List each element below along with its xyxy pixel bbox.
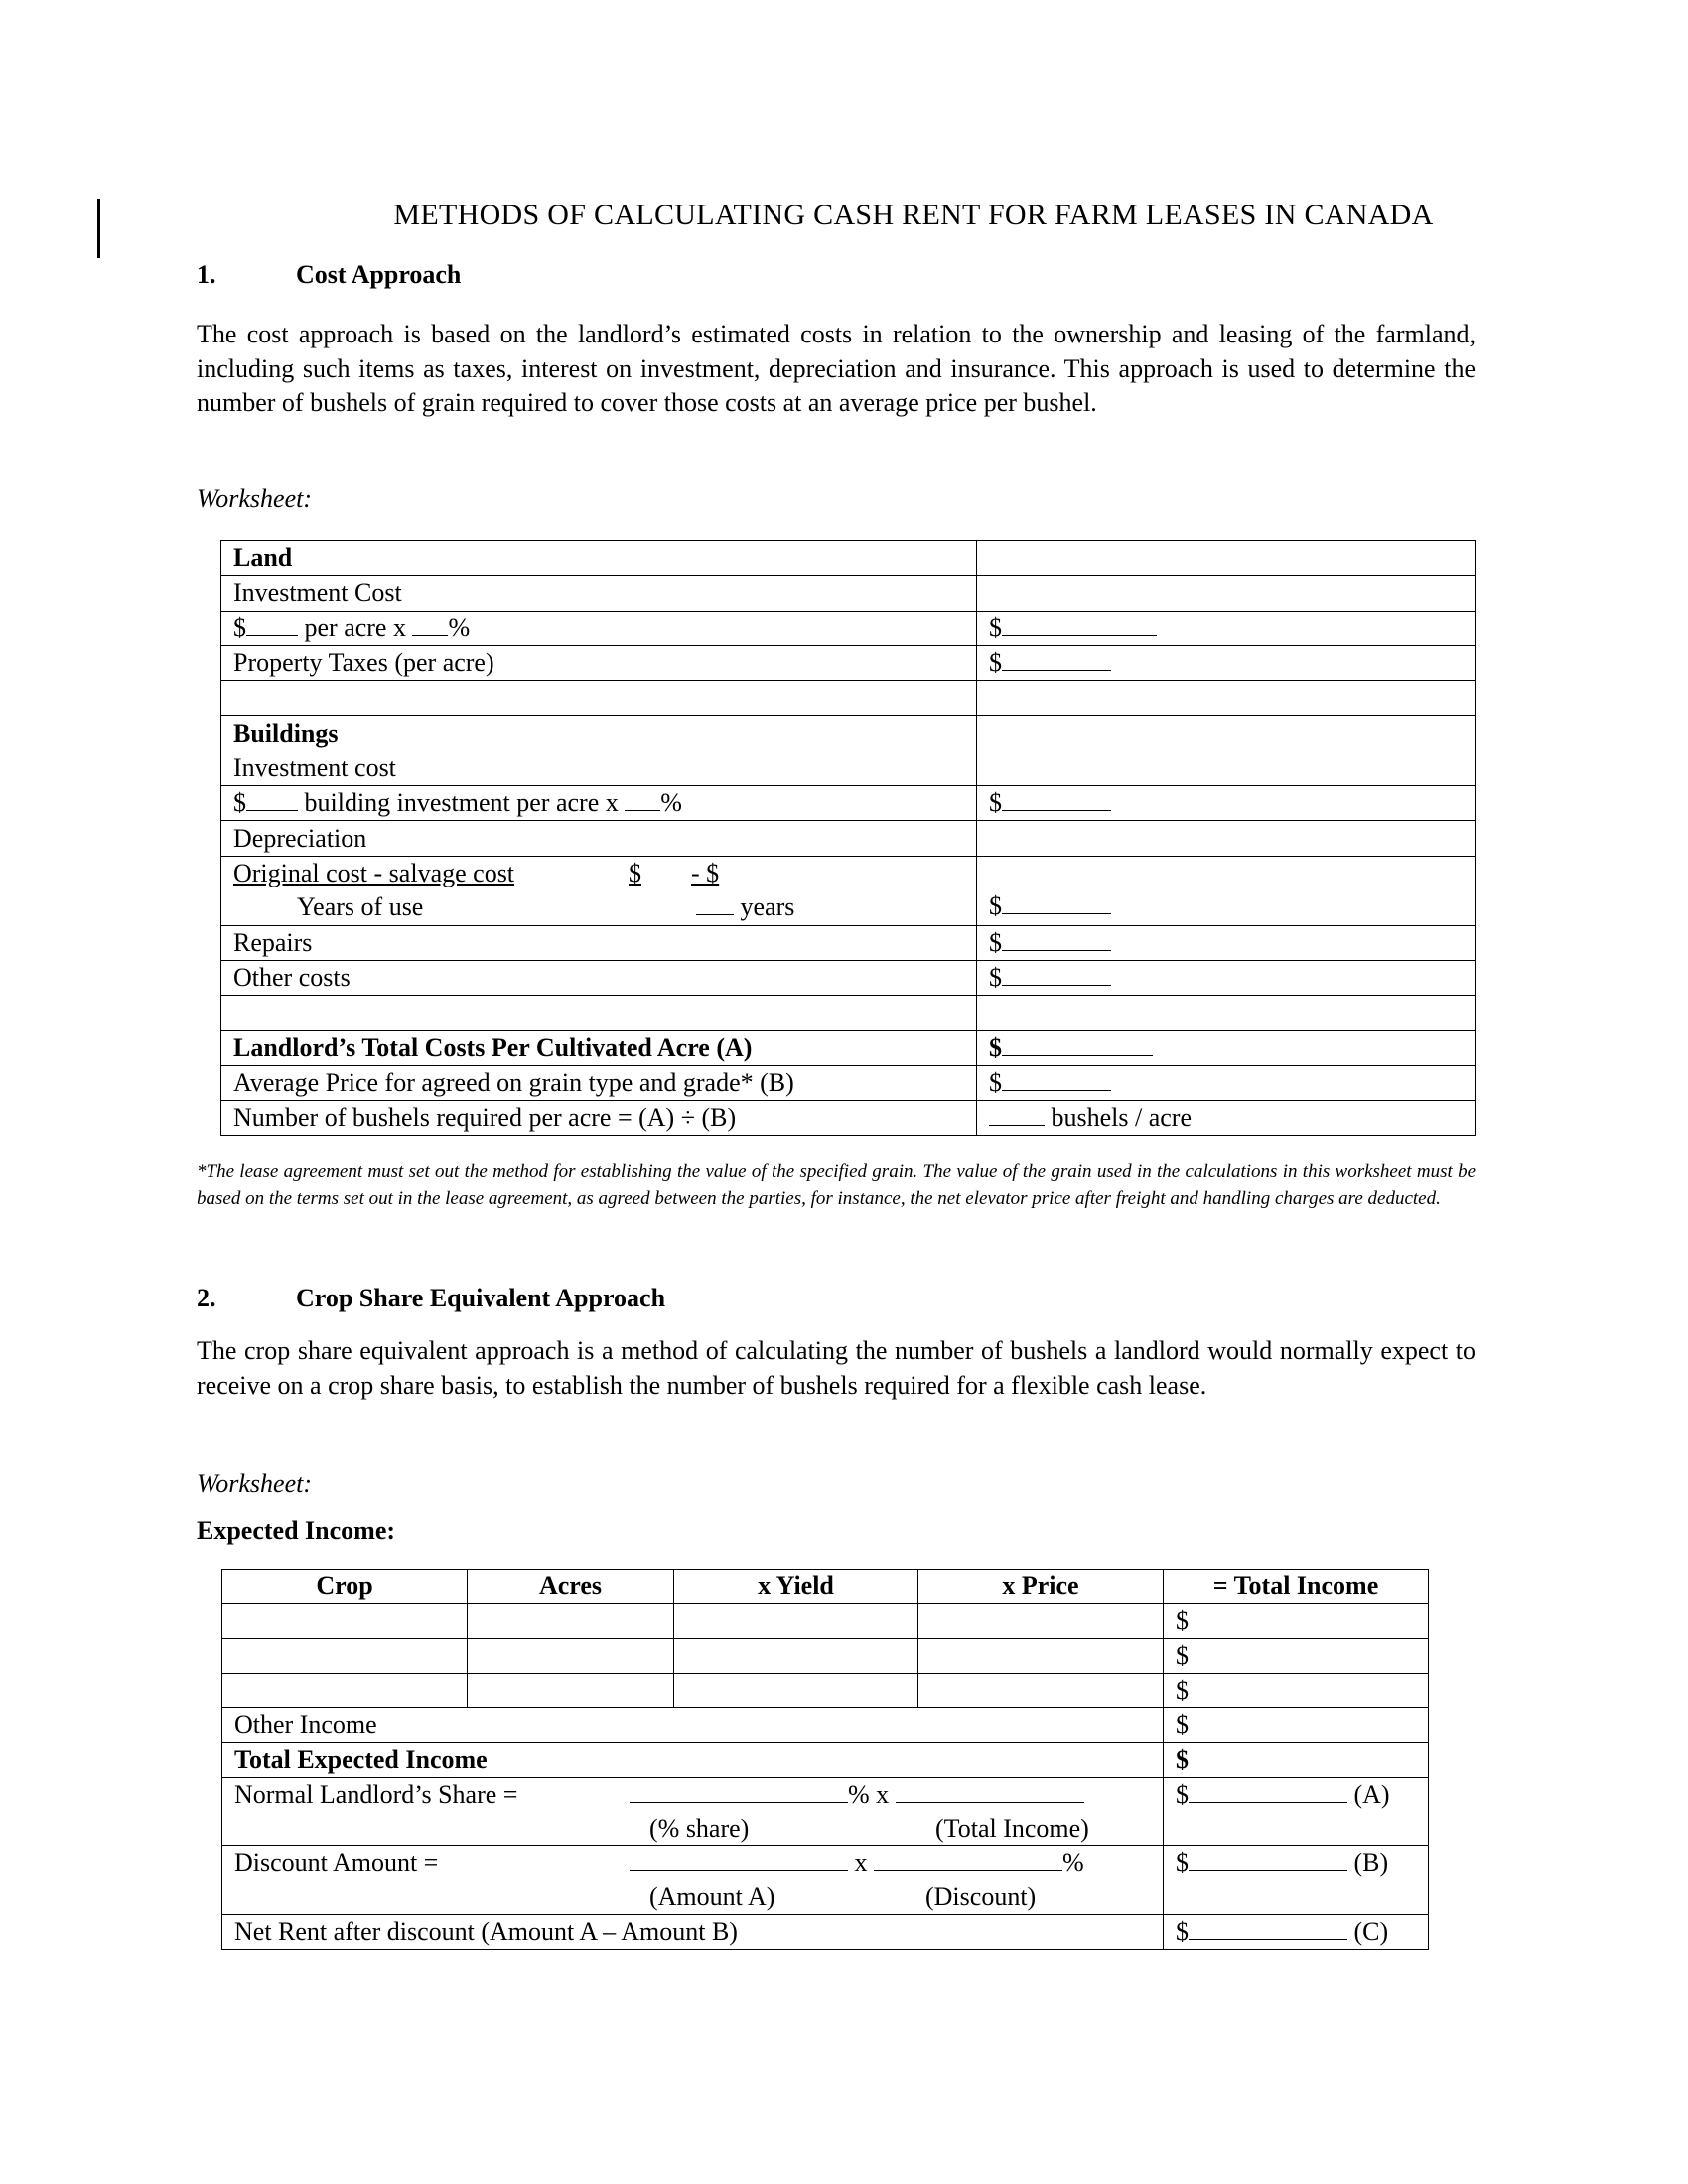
- expected-income-label: Expected Income:: [197, 1516, 396, 1545]
- building-investment-per-acre-blank[interactable]: [246, 788, 298, 811]
- table-row: [221, 681, 1476, 716]
- table-row: [222, 1743, 1429, 1778]
- land-interest-rate-blank[interactable]: [412, 614, 448, 636]
- repairs-blank[interactable]: [1002, 928, 1111, 951]
- property-taxes-blank[interactable]: [1002, 648, 1111, 671]
- worksheet-label-1: Worksheet:: [197, 484, 313, 513]
- price-cell[interactable]: [918, 1604, 1164, 1639]
- dollar-sign: $: [1176, 1606, 1189, 1635]
- table-row: [221, 960, 1476, 995]
- dollar-sign: $: [989, 890, 1002, 920]
- discount-percent-blank[interactable]: [874, 1848, 1062, 1871]
- table-row: [221, 576, 1476, 611]
- years-label: years: [740, 892, 795, 922]
- discount-amount-formula: [222, 1846, 1164, 1915]
- yield-cell[interactable]: [674, 1604, 918, 1639]
- dollar-sign: $: [1176, 1676, 1189, 1705]
- property-taxes-label: Property Taxes (per acre): [221, 645, 977, 680]
- table-row: [222, 1604, 1429, 1639]
- dollar-sign: $: [629, 859, 641, 888]
- land-heading: Land: [221, 541, 977, 576]
- investment-cost-label: Investment Cost: [221, 576, 977, 611]
- table-header-row: [222, 1570, 1429, 1604]
- yield-cell[interactable]: [674, 1674, 918, 1708]
- depreciation-value-cell[interactable]: [977, 821, 1476, 856]
- table-row: [222, 1639, 1429, 1674]
- empty-cell: [221, 681, 977, 716]
- percent-sign: %: [660, 788, 682, 818]
- net-rent-label: Net Rent after discount (Amount A – Amount B): [222, 1915, 1164, 1950]
- column-header-crop: Crop: [222, 1570, 468, 1604]
- total-costs-blank[interactable]: [1002, 1033, 1153, 1056]
- depreciation-amount-cell: [977, 856, 1476, 925]
- dollar-sign: $: [989, 788, 1002, 818]
- land-value-cell[interactable]: [977, 541, 1476, 576]
- dollar-sign: $: [1176, 1917, 1189, 1946]
- total-income-cell[interactable]: [1164, 1674, 1429, 1708]
- bushels-required-label: Number of bushels required per acre = (A) ÷ (B): [221, 1101, 977, 1136]
- bushels-per-acre-unit: bushels / acre: [1051, 1103, 1193, 1133]
- repairs-label: Repairs: [221, 925, 977, 960]
- column-header-total-income: = Total Income: [1164, 1570, 1429, 1604]
- other-income-value-cell[interactable]: [1164, 1708, 1429, 1743]
- table-row: [221, 1030, 1476, 1065]
- original-minus-salvage-label: Original cost - salvage cost: [233, 859, 515, 888]
- discount-caption: (Discount): [925, 1882, 1037, 1911]
- percent-sign: %: [1062, 1848, 1084, 1877]
- table-row: [221, 786, 1476, 821]
- other-costs-label: Other costs: [221, 960, 977, 995]
- dollar-sign: $: [989, 648, 1002, 678]
- original-salvage-inputs: [629, 857, 753, 890]
- land-investment-amount-blank[interactable]: [1002, 614, 1157, 636]
- discount-value-cell: [1164, 1846, 1429, 1915]
- table-row: [221, 821, 1476, 856]
- price-cell[interactable]: [918, 1674, 1164, 1708]
- crop-cell[interactable]: [222, 1639, 468, 1674]
- dollar-sign: $: [1176, 1641, 1189, 1670]
- share-total-income-blank[interactable]: [896, 1780, 1084, 1803]
- amount-a-caption: (Amount A): [649, 1882, 775, 1911]
- column-header-yield: x Yield: [674, 1570, 918, 1604]
- depreciation-amount-blank[interactable]: [1002, 891, 1111, 914]
- table-row: [222, 1674, 1429, 1708]
- section-2-paragraph: The crop share equivalent approach is a method of calculating the number of bushels a landlord would normally expect to receive on a crop share basis, to establish the number of bushels required for a flexible cash lease.: [197, 1336, 1476, 1400]
- total-costs-value-cell: [977, 1030, 1476, 1065]
- pct-share-caption: (% share): [649, 1814, 750, 1843]
- table-row: [221, 716, 1476, 751]
- average-price-blank[interactable]: [1002, 1068, 1111, 1091]
- document-title: METHODS OF CALCULATING CASH RENT FOR FARM LEASES IN CANADA: [393, 199, 1434, 231]
- table-row: [221, 925, 1476, 960]
- dollar-sign: $: [233, 613, 246, 642]
- per-acre-x-label: per acre x: [304, 613, 406, 642]
- total-expected-income-value-cell[interactable]: [1164, 1743, 1429, 1778]
- other-income-label: Other Income: [222, 1708, 1164, 1743]
- crop-cell[interactable]: [222, 1604, 468, 1639]
- dollar-sign: $: [1176, 1710, 1189, 1739]
- total-costs-label: Landlord’s Total Costs Per Cultivated Acre (A): [221, 1030, 977, 1065]
- building-investment-amount-blank[interactable]: [1002, 788, 1111, 811]
- empty-cell: [977, 681, 1476, 716]
- discount-amount-a-blank[interactable]: [630, 1848, 848, 1871]
- table-row: [221, 996, 1476, 1030]
- acres-cell[interactable]: [468, 1604, 674, 1639]
- net-rent-value-cell: [1164, 1915, 1429, 1950]
- table-row: [222, 1778, 1429, 1846]
- other-costs-blank[interactable]: [1002, 963, 1111, 986]
- mark-c: (C): [1353, 1917, 1389, 1946]
- building-investment-cost-label: Investment cost: [221, 751, 977, 785]
- dollar-sign: $: [1176, 1780, 1189, 1809]
- crop-cell[interactable]: [222, 1674, 468, 1708]
- bushels-required-blank[interactable]: [989, 1103, 1045, 1126]
- depreciation-label: Depreciation: [221, 821, 977, 856]
- discount-amount-label: Discount Amount =: [234, 1848, 439, 1877]
- section-1-heading: Cost Approach: [296, 260, 462, 289]
- column-header-price: x Price: [918, 1570, 1164, 1604]
- section-1-paragraph: The cost approach is based on the landlord’s estimated costs in relation to the ownership and leasing of the farmland, including such items as taxes, interest on investment, depreciation and insurance. This approach is used to determine the number of bushels of grain required to cover those costs at an average price per bushel.: [197, 320, 1476, 417]
- table-row: [222, 1708, 1429, 1743]
- total-expected-income-label: Total Expected Income: [222, 1743, 1164, 1778]
- dollar-sign: $: [1176, 1848, 1189, 1877]
- total-income-cell[interactable]: [1164, 1639, 1429, 1674]
- building-investment-formula: [221, 786, 977, 821]
- table-row: [221, 856, 1476, 925]
- mark-a: (A): [1353, 1780, 1390, 1809]
- dollar-sign: $: [233, 788, 246, 818]
- building-interest-rate-blank[interactable]: [625, 788, 660, 811]
- acres-cell[interactable]: [468, 1674, 674, 1708]
- landlord-share-value-cell: [1164, 1778, 1429, 1846]
- land-investment-value-cell: [977, 611, 1476, 645]
- table-row: [222, 1846, 1429, 1915]
- total-income-caption: (Total Income): [935, 1814, 1089, 1843]
- other-costs-value-cell: [977, 960, 1476, 995]
- share-percent-blank[interactable]: [630, 1780, 848, 1803]
- land-investment-formula: [221, 611, 977, 645]
- table-row: [221, 1101, 1476, 1136]
- section-2-heading: Crop Share Equivalent Approach: [296, 1284, 666, 1312]
- table-row: [221, 611, 1476, 645]
- acres-cell[interactable]: [468, 1639, 674, 1674]
- years-of-use-blank[interactable]: [696, 892, 734, 915]
- section-2-number: 2.: [197, 1284, 216, 1312]
- dollar-sign: $: [989, 1032, 1002, 1062]
- table-row: [221, 751, 1476, 785]
- yield-cell[interactable]: [674, 1639, 918, 1674]
- building-investment-label: building investment per acre x: [304, 788, 619, 818]
- minus-dollar-sign: - $: [691, 859, 720, 888]
- average-price-value-cell: [977, 1065, 1476, 1100]
- salvage-cost-blank[interactable]: [719, 857, 753, 890]
- price-cell[interactable]: [918, 1639, 1164, 1674]
- table-row: [221, 1065, 1476, 1100]
- times-label: x: [854, 1848, 868, 1877]
- mark-b: (B): [1353, 1848, 1389, 1877]
- dollar-sign: $: [989, 927, 1002, 957]
- bushels-required-value-cell: [977, 1101, 1476, 1136]
- buildings-heading: Buildings: [221, 716, 977, 751]
- table-row: [221, 645, 1476, 680]
- landlord-share-blank[interactable]: [1189, 1780, 1347, 1803]
- depreciation-formula: [221, 856, 977, 925]
- percent-sign: %: [448, 613, 471, 642]
- normal-landlord-share-label: Normal Landlord’s Share =: [234, 1780, 518, 1809]
- total-income-cell[interactable]: [1164, 1604, 1429, 1639]
- average-price-label: Average Price for agreed on grain type and grade* (B): [221, 1065, 977, 1100]
- table-row: [221, 541, 1476, 576]
- normal-landlord-share-formula: [222, 1778, 1164, 1846]
- net-rent-blank[interactable]: [1189, 1917, 1347, 1940]
- table-row: [222, 1915, 1429, 1950]
- land-investment-per-acre-blank[interactable]: [246, 614, 298, 636]
- column-header-acres: Acres: [468, 1570, 674, 1604]
- buildings-value-cell[interactable]: [977, 716, 1476, 751]
- original-cost-blank[interactable]: [641, 857, 691, 890]
- dollar-sign: $: [989, 963, 1002, 993]
- percent-x-label: % x: [848, 1780, 890, 1809]
- section-1-number: 1.: [197, 260, 216, 289]
- worksheet-label-2: Worksheet:: [197, 1469, 313, 1498]
- repairs-value-cell: [977, 925, 1476, 960]
- dollar-sign: $: [989, 613, 1002, 642]
- dollar-sign: $: [989, 1068, 1002, 1097]
- building-investment-cost-value-cell[interactable]: [977, 751, 1476, 785]
- building-investment-value-cell: [977, 786, 1476, 821]
- years-of-use-label: Years of use: [297, 892, 424, 922]
- property-taxes-value-cell: [977, 645, 1476, 680]
- crop-share-worksheet-table: [221, 1569, 1429, 1950]
- empty-cell: [221, 996, 977, 1030]
- investment-cost-value-cell[interactable]: [977, 576, 1476, 611]
- dollar-sign: $: [1176, 1745, 1189, 1774]
- footnote: *The lease agreement must set out the method for establishing the value of the specified grain. The value of the grain used in the calculations in this worksheet must be based on the terms set out in the lease agreement, as agreed between the parties, for instance, the net elevator price after freight and handling charges are deducted.: [197, 1161, 1476, 1209]
- cost-approach-worksheet-table: [220, 540, 1476, 1136]
- empty-cell: [977, 996, 1476, 1030]
- discount-blank[interactable]: [1189, 1848, 1347, 1871]
